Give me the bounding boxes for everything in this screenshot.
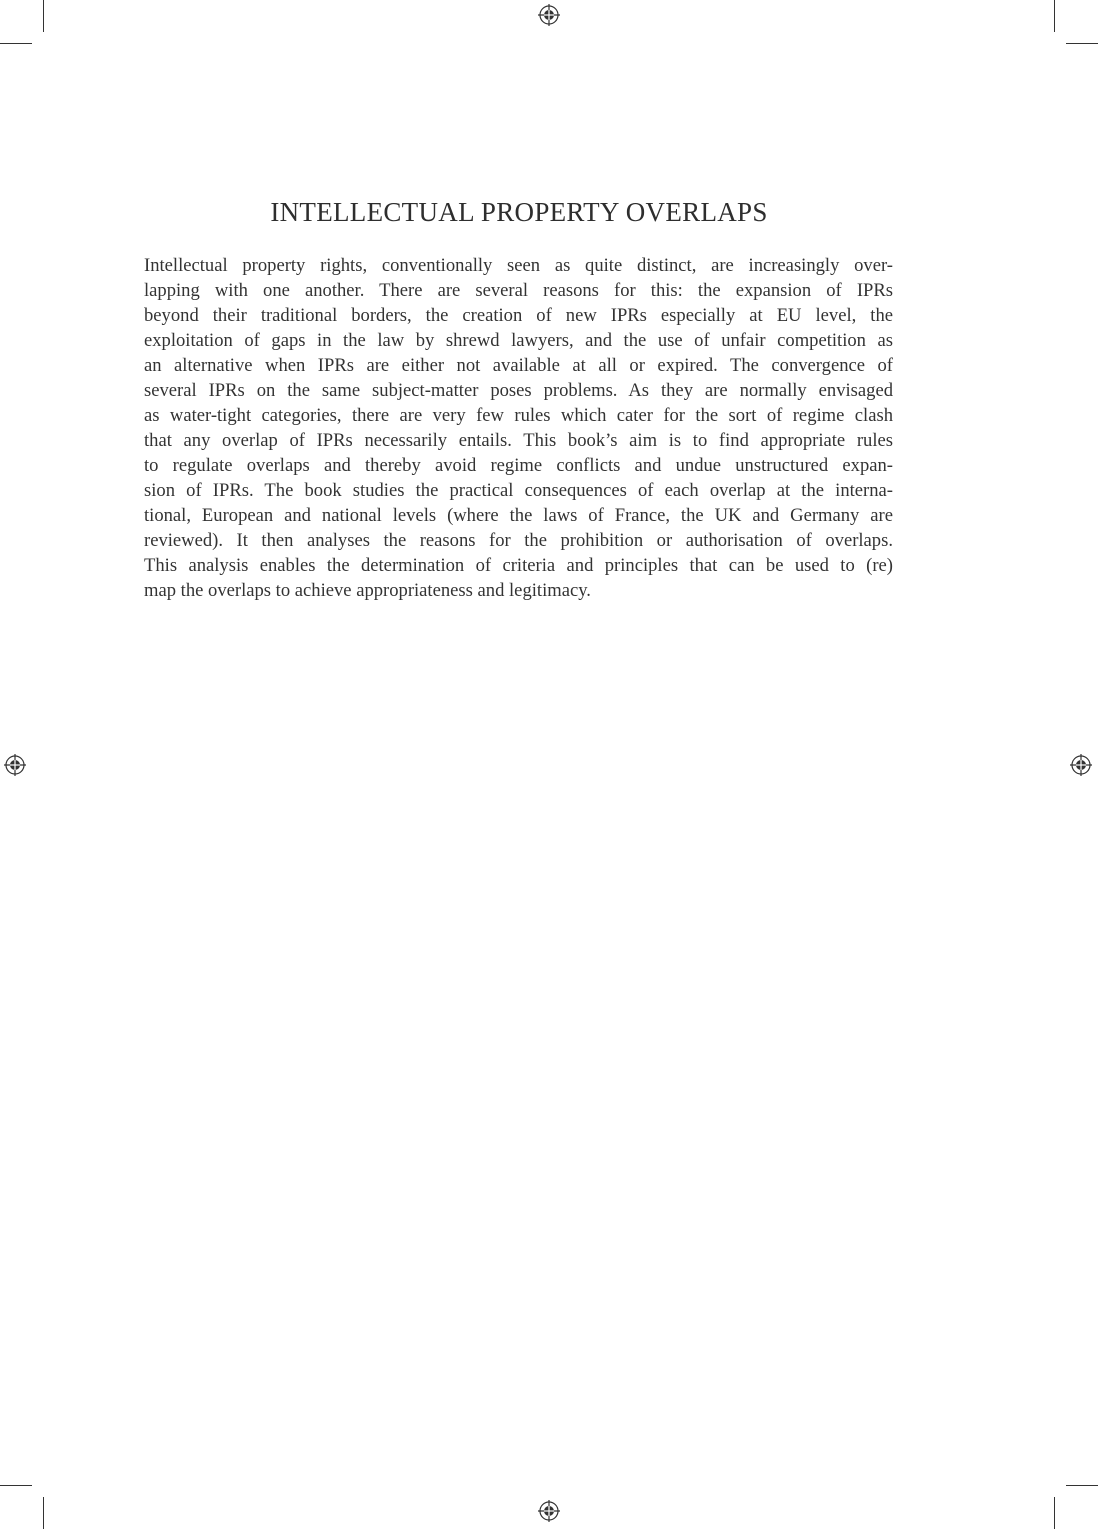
crop-mark-top-left-horizontal xyxy=(0,43,32,44)
crop-mark-bottom-left-vertical xyxy=(43,1497,44,1529)
crop-mark-top-right-vertical xyxy=(1054,0,1055,32)
body-line: This analysis enables the determination of criteria and principles that can be used to (re) xyxy=(144,555,893,576)
body-line: tional, European and national levels (where the laws of France, the UK and Germany are xyxy=(144,505,893,526)
crop-mark-top-right-horizontal xyxy=(1066,43,1098,44)
body-line: Intellectual property rights, conventionally seen as quite distinct, are increasingly over- xyxy=(144,255,893,276)
crop-mark-bottom-right-vertical xyxy=(1054,1497,1055,1529)
crop-mark-bottom-left-horizontal xyxy=(0,1485,32,1486)
body-line: an alternative when IPRs are either not available at all or expired. The convergence of xyxy=(144,355,893,376)
body-line: lapping with one another. There are several reasons for this: the expansion of IPRs xyxy=(144,280,893,301)
body-line: map the overlaps to achieve appropriateness and legitimacy. xyxy=(144,580,591,601)
body-line: exploitation of gaps in the law by shrewd lawyers, and the use of unfair competition as xyxy=(144,330,893,351)
registration-target-icon xyxy=(538,4,560,26)
body-line: as water-tight categories, there are very few rules which cater for the sort of regime clash xyxy=(144,405,893,426)
crop-mark-bottom-right-horizontal xyxy=(1066,1485,1098,1486)
registration-target-icon xyxy=(538,1500,560,1522)
registration-target-icon xyxy=(4,754,26,776)
body-line: beyond their traditional borders, the creation of new IPRs especially at EU level, the xyxy=(144,305,893,326)
body-line: reviewed). It then analyses the reasons for the prohibition or authorisation of overlaps. xyxy=(144,530,893,551)
body-paragraph xyxy=(144,253,893,603)
body-line: that any overlap of IPRs necessarily entails. This book’s aim is to find appropriate rules xyxy=(144,430,893,451)
registration-target-icon xyxy=(1070,754,1092,776)
crop-mark-top-left-vertical xyxy=(43,0,44,32)
page-title: INTELLECTUAL PROPERTY OVERLAPS xyxy=(270,197,768,227)
body-line: sion of IPRs. The book studies the practical consequences of each overlap at the interna- xyxy=(144,480,893,501)
body-line: several IPRs on the same subject-matter poses problems. As they are normally envisaged xyxy=(144,380,893,401)
body-line: to regulate overlaps and thereby avoid regime conflicts and undue unstructured expan- xyxy=(144,455,893,476)
